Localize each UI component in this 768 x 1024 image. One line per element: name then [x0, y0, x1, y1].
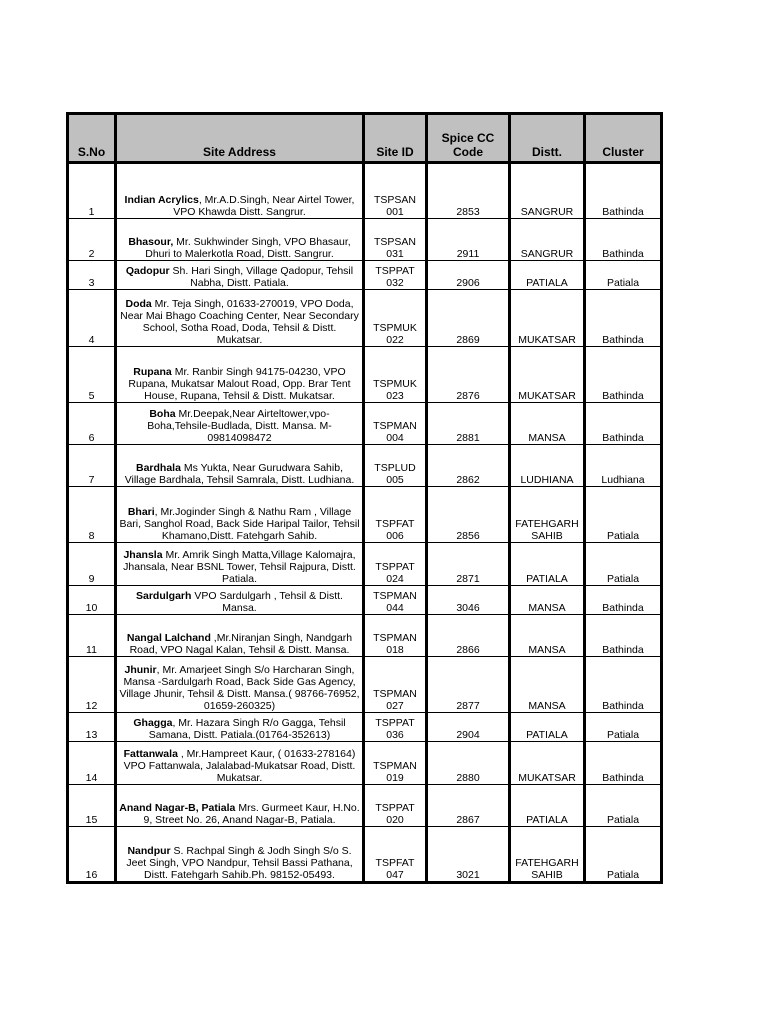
- cell-site-address: [116, 785, 364, 827]
- table-row: [68, 615, 662, 657]
- cell-site-id: TSPPAT 036: [364, 713, 427, 742]
- table-row: [68, 657, 662, 713]
- table-row: [68, 713, 662, 742]
- site-name: Boha: [149, 408, 176, 420]
- cell-site-id: TSPFAT 047: [364, 827, 427, 883]
- site-name: Jhunir: [124, 664, 157, 676]
- cell-site-address: [116, 827, 364, 883]
- table-row: [68, 742, 662, 785]
- cell-sno: 5: [68, 347, 116, 403]
- cell-cluster: Patiala: [585, 713, 662, 742]
- cell-spice-cc-code: 3046: [427, 586, 510, 615]
- cell-sno: 11: [68, 615, 116, 657]
- cell-site-id: TSPPAT 020: [364, 785, 427, 827]
- cell-cluster: Patiala: [585, 543, 662, 586]
- cell-sno: 15: [68, 785, 116, 827]
- cell-distt: PATIALA: [510, 261, 585, 290]
- cell-site-address: [116, 742, 364, 785]
- cell-site-address: [116, 615, 364, 657]
- cell-spice-cc-code: 2906: [427, 261, 510, 290]
- site-name: Indian Acrylics: [124, 194, 199, 206]
- header-row: [68, 114, 662, 163]
- cell-cluster: Ludhiana: [585, 445, 662, 487]
- cell-cluster: Bathinda: [585, 657, 662, 713]
- cell-spice-cc-code: 2881: [427, 403, 510, 445]
- cell-site-address: [116, 543, 364, 586]
- cell-site-id: TSPMAN 018: [364, 615, 427, 657]
- cell-site-address: [116, 163, 364, 219]
- cell-site-address: [116, 347, 364, 403]
- cell-sno: 2: [68, 219, 116, 261]
- site-address-text: Mr.Deepak,Near Airteltower,vpo-Boha,Tehsile-Budlada, Distt. Mansa. M-09814098472: [147, 408, 332, 444]
- cell-site-id: TSPLUD 005: [364, 445, 427, 487]
- cell-distt: MANSA: [510, 403, 585, 445]
- cell-spice-cc-code: 2867: [427, 785, 510, 827]
- cell-spice-cc-code: 2866: [427, 615, 510, 657]
- cell-spice-cc-code: 2877: [427, 657, 510, 713]
- site-address-text: , Mr. Amarjeet Singh S/o Harcharan Singh, Mansa -Sardulgarh Road, Back Side Gas Agency, Village Jhunir, Tehsil & Distt. Mansa.( 98766-76952, 01659-260325): [119, 664, 360, 712]
- cell-cluster: Patiala: [585, 827, 662, 883]
- cell-site-address: [116, 713, 364, 742]
- site-name: Bhasour,: [128, 236, 174, 248]
- header-site-address: Site Address: [116, 114, 364, 163]
- cell-spice-cc-code: 2904: [427, 713, 510, 742]
- cell-site-id: TSPMUK 022: [364, 290, 427, 347]
- table-row: [68, 219, 662, 261]
- cell-distt: PATIALA: [510, 785, 585, 827]
- table-row: [68, 261, 662, 290]
- site-name: Ghagga: [133, 717, 173, 729]
- site-address-text: Mrs. Gurmeet Kaur, H.No. 9, Street No. 26, Anand Nagar-B, Patiala.: [143, 802, 360, 826]
- cell-sno: 12: [68, 657, 116, 713]
- cell-cluster: Patiala: [585, 261, 662, 290]
- cell-distt: MUKATSAR: [510, 347, 585, 403]
- table-row: [68, 785, 662, 827]
- cell-site-id: TSPMAN 044: [364, 586, 427, 615]
- cell-cluster: Bathinda: [585, 290, 662, 347]
- table-row: [68, 487, 662, 543]
- header-spice-cc-code: Spice CC Code: [427, 114, 510, 163]
- cell-site-address: [116, 219, 364, 261]
- cell-spice-cc-code: 3021: [427, 827, 510, 883]
- table-row: [68, 403, 662, 445]
- cell-site-address: [116, 403, 364, 445]
- cell-spice-cc-code: 2869: [427, 290, 510, 347]
- cell-sno: 1: [68, 163, 116, 219]
- cell-spice-cc-code: 2911: [427, 219, 510, 261]
- table-row: [68, 543, 662, 586]
- cell-site-id: TSPMAN 027: [364, 657, 427, 713]
- cell-spice-cc-code: 2871: [427, 543, 510, 586]
- cell-site-address: [116, 261, 364, 290]
- cell-distt: MUKATSAR: [510, 742, 585, 785]
- site-name: Jhansla: [123, 549, 163, 561]
- cell-cluster: Bathinda: [585, 615, 662, 657]
- site-name: Sardulgarh: [136, 590, 192, 602]
- header-site-id: Site ID: [364, 114, 427, 163]
- site-address-text: Mr. Sukhwinder Singh, VPO Bhasaur, Dhuri to Malerkotla Road, Distt. Sangrur.: [145, 236, 351, 260]
- cell-distt: PATIALA: [510, 713, 585, 742]
- header-cluster: Cluster: [585, 114, 662, 163]
- cell-site-id: TSPSAN 001: [364, 163, 427, 219]
- cell-cluster: Bathinda: [585, 347, 662, 403]
- site-table: [66, 112, 663, 884]
- site-address-text: VPO Sardulgarh , Tehsil & Distt. Mansa.: [191, 590, 343, 614]
- cell-sno: 7: [68, 445, 116, 487]
- table-row: [68, 163, 662, 219]
- cell-spice-cc-code: 2856: [427, 487, 510, 543]
- site-name: Nandpur: [127, 845, 171, 857]
- table-row: [68, 586, 662, 615]
- cell-distt: FATEHGARH SAHIB: [510, 487, 585, 543]
- header-sno: S.No: [68, 114, 116, 163]
- cell-site-address: [116, 657, 364, 713]
- cell-cluster: Patiala: [585, 487, 662, 543]
- site-address-text: Mr. Ranbir Singh 94175-04230, VPO Rupana, Mukatsar Malout Road, Opp. Brar Tent House, Rupana, Tehsil & Distt. Mukatsar.: [128, 366, 351, 402]
- site-name: Rupana: [133, 366, 172, 378]
- cell-sno: 8: [68, 487, 116, 543]
- site-address-text: , Mr.A.D.Singh, Near Airtel Tower, VPO Khawda Distt. Sangrur.: [173, 194, 355, 218]
- site-address-text: S. Rachpal Singh & Jodh Singh S/o S. Jeet Singh, VPO Nandpur, Tehsil Bassi Pathana, Distt. Fatehgarh Sahib.Ph. 98152-05493.: [126, 845, 353, 881]
- cell-sno: 6: [68, 403, 116, 445]
- cell-site-address: [116, 487, 364, 543]
- cell-cluster: Bathinda: [585, 403, 662, 445]
- cell-site-address: [116, 586, 364, 615]
- cell-sno: 3: [68, 261, 116, 290]
- cell-site-address: [116, 290, 364, 347]
- cell-cluster: Bathinda: [585, 586, 662, 615]
- cell-sno: 10: [68, 586, 116, 615]
- cell-distt: FATEHGARH SAHIB: [510, 827, 585, 883]
- cell-distt: LUDHIANA: [510, 445, 585, 487]
- cell-site-id: TSPFAT 006: [364, 487, 427, 543]
- site-address-text: ,Mr.Niranjan Singh, Nandgarh Road, VPO Nagal Kalan, Tehsil & Distt. Mansa.: [129, 632, 353, 656]
- cell-site-id: TSPPAT 032: [364, 261, 427, 290]
- cell-site-id: TSPSAN 031: [364, 219, 427, 261]
- cell-distt: MANSA: [510, 586, 585, 615]
- cell-spice-cc-code: 2853: [427, 163, 510, 219]
- table-row: [68, 827, 662, 883]
- cell-distt: PATIALA: [510, 543, 585, 586]
- table-row: [68, 347, 662, 403]
- cell-site-id: TSPMUK 023: [364, 347, 427, 403]
- site-address-text: Mr. Teja Singh, 01633-270019, VPO Doda, Near Mai Bhago Coaching Center, Near Secondary School, Sotha Road, Doda, Tehsil & Distt. Mukatsar.: [120, 298, 359, 346]
- header-distt: Distt.: [510, 114, 585, 163]
- cell-distt: MANSA: [510, 615, 585, 657]
- cell-distt: MANSA: [510, 657, 585, 713]
- cell-distt: SANGRUR: [510, 163, 585, 219]
- cell-cluster: Bathinda: [585, 163, 662, 219]
- site-address-text: Sh. Hari Singh, Village Qadopur, Tehsil Nabha, Distt. Patiala.: [169, 265, 354, 289]
- site-address-text: Ms Yukta, Near Gurudwara Sahib, Village Bardhala, Tehsil Samrala, Distt. Ludhiana.: [124, 462, 355, 486]
- cell-sno: 9: [68, 543, 116, 586]
- cell-sno: 16: [68, 827, 116, 883]
- site-address-text: Mr. Amrik Singh Matta,Village Kalomajra, Jhansala, Near BSNL Tower, Tehsil Rajpura, Distt. Patiala.: [123, 549, 356, 585]
- cell-site-address: [116, 445, 364, 487]
- cell-sno: 13: [68, 713, 116, 742]
- site-name: Fattanwala: [123, 748, 178, 760]
- cell-site-id: TSPPAT 024: [364, 543, 427, 586]
- site-name: Nangal Lalchand: [126, 632, 211, 644]
- table-row: [68, 290, 662, 347]
- cell-site-id: TSPMAN 019: [364, 742, 427, 785]
- cell-spice-cc-code: 2862: [427, 445, 510, 487]
- cell-cluster: Patiala: [585, 785, 662, 827]
- cell-distt: SANGRUR: [510, 219, 585, 261]
- site-address-text: , Mr.Joginder Singh & Nathu Ram , Village Bari, Sanghol Road, Back Side Haripal Tailor, Tehsil Khamano,Distt. Fatehgarh Sahib.: [119, 506, 360, 542]
- cell-cluster: Bathinda: [585, 742, 662, 785]
- cell-cluster: Bathinda: [585, 219, 662, 261]
- site-name: Bardhala: [136, 462, 181, 474]
- site-name: Qadopur: [125, 265, 170, 277]
- site-name: Anand Nagar-B, Patiala: [119, 802, 236, 814]
- table-row: [68, 445, 662, 487]
- site-address-text: , Mr.Hampreet Kaur, ( 01633-278164) VPO Fattanwala, Jalalabad-Mukatsar Road, Distt. Mukatsar.: [123, 748, 356, 784]
- site-name: Bhari: [127, 506, 155, 518]
- site-name: Doda: [125, 298, 152, 310]
- cell-distt: MUKATSAR: [510, 290, 585, 347]
- cell-sno: 4: [68, 290, 116, 347]
- cell-site-id: TSPMAN 004: [364, 403, 427, 445]
- cell-spice-cc-code: 2876: [427, 347, 510, 403]
- cell-sno: 14: [68, 742, 116, 785]
- cell-spice-cc-code: 2880: [427, 742, 510, 785]
- site-address-text: , Mr. Hazara Singh R/o Gagga, Tehsil Samana, Distt. Patiala.(01764-352613): [148, 717, 346, 741]
